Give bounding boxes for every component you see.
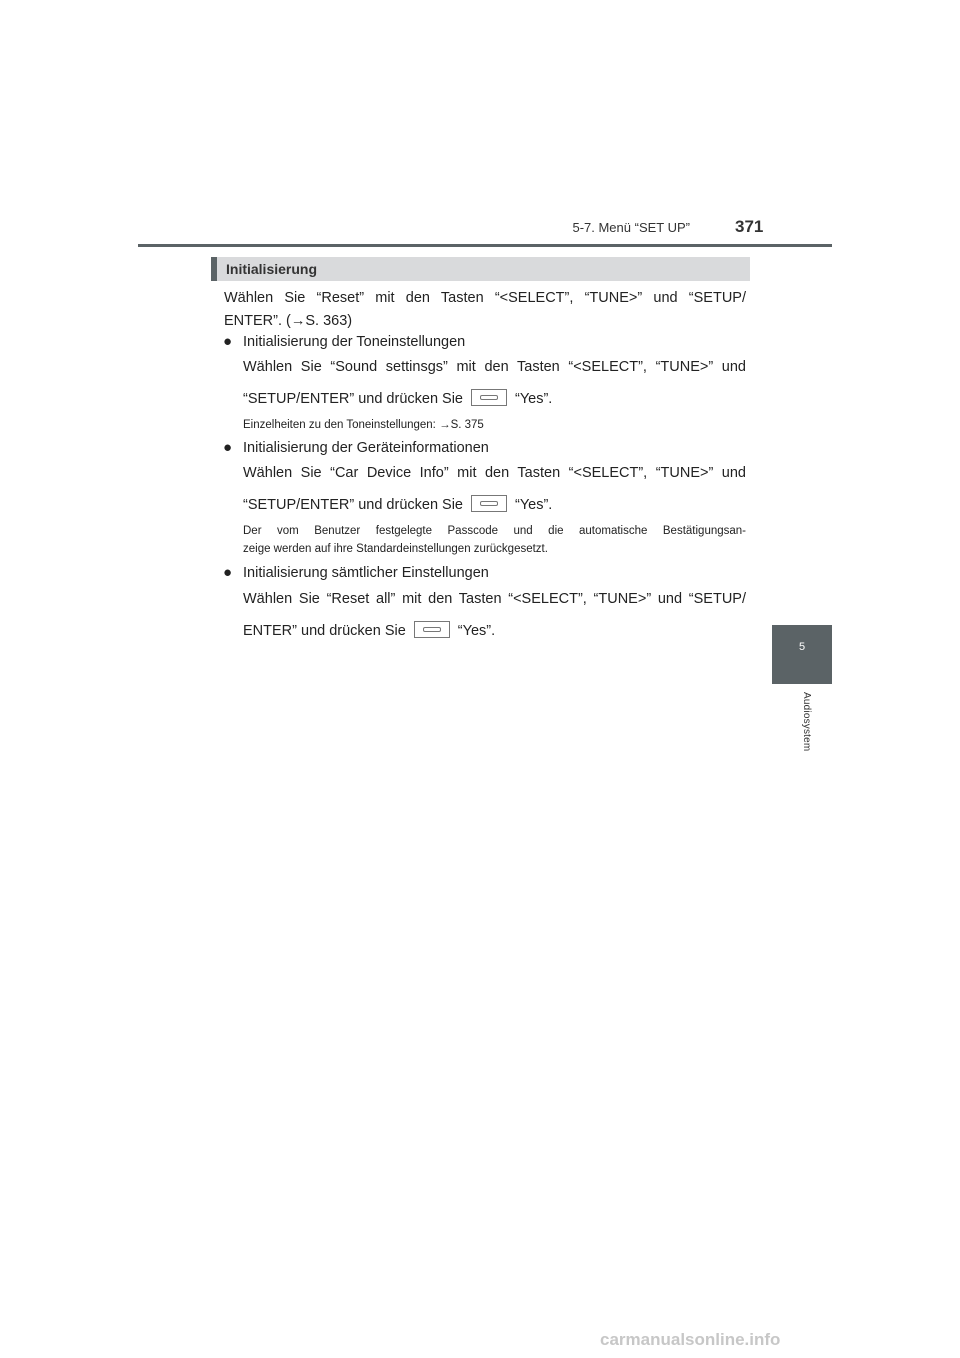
- button-icon: [471, 495, 507, 512]
- item-line-1: Wählen Sie “Car Device Info” mit den Tasten “<SELECT”, “TUNE>” und: [243, 465, 746, 481]
- chapter-tab[interactable]: [772, 625, 832, 684]
- item-line-2-yes: “Yes”.: [457, 623, 496, 639]
- item-note: Einzelheiten zu den Toneinstellungen: →S. 375: [243, 419, 484, 431]
- bullet-icon: ●: [223, 439, 233, 456]
- button-icon: [414, 621, 450, 638]
- item-title: Initialisierung der Geräteinformationen: [243, 440, 489, 456]
- item-line-2-text: ENTER” und drücken Sie: [243, 623, 406, 639]
- item-line-2-text: “SETUP/ENTER” und drücken Sie: [243, 497, 463, 513]
- item-note: Der vom Benutzer festgelegte Passcode und die automatische Bestätigungsan-: [243, 525, 746, 537]
- item-line-2-text: “SETUP/ENTER” und drücken Sie: [243, 391, 463, 407]
- item-line-1: Wählen Sie “Sound settinsgs” mit den Tasten “<SELECT”, “TUNE>” und: [243, 359, 746, 375]
- chapter-label: Audiosystem: [801, 692, 812, 752]
- intro-line-2: ENTER”. (→S. 363): [224, 313, 353, 329]
- bullet-icon: ●: [223, 564, 233, 581]
- header-section: 5-7. Menü “SET UP”: [572, 220, 690, 235]
- item-line-2-yes: “Yes”.: [515, 391, 553, 407]
- item-note: zeige werden auf ihre Standardeinstellungen zurückgesetzt.: [243, 543, 548, 555]
- watermark: carmanualsonline.info: [600, 1330, 781, 1349]
- item-line-2-yes: “Yes”.: [515, 497, 553, 513]
- chapter-number: 5: [798, 641, 806, 653]
- item-line-2: [243, 389, 552, 407]
- item-line-2: [243, 621, 495, 639]
- bullet-icon: ●: [223, 333, 233, 350]
- item-title: Initialisierung sämtlicher Einstellungen: [243, 565, 489, 581]
- item-title: Initialisierung der Toneinstellungen: [243, 334, 466, 350]
- page-number: 371: [735, 217, 764, 236]
- button-icon: [471, 389, 507, 406]
- item-line-2: [243, 495, 552, 513]
- header-rule: [138, 244, 832, 247]
- intro-line-1: Wählen Sie “Reset” mit den Tasten “<SELECT”, “TUNE>” und “SETUP/: [224, 290, 746, 306]
- item-line-1: Wählen Sie “Reset all” mit den Tasten “<SELECT”, “TUNE>” und “SETUP/: [243, 591, 746, 607]
- section-title: Initialisierung: [211, 257, 750, 281]
